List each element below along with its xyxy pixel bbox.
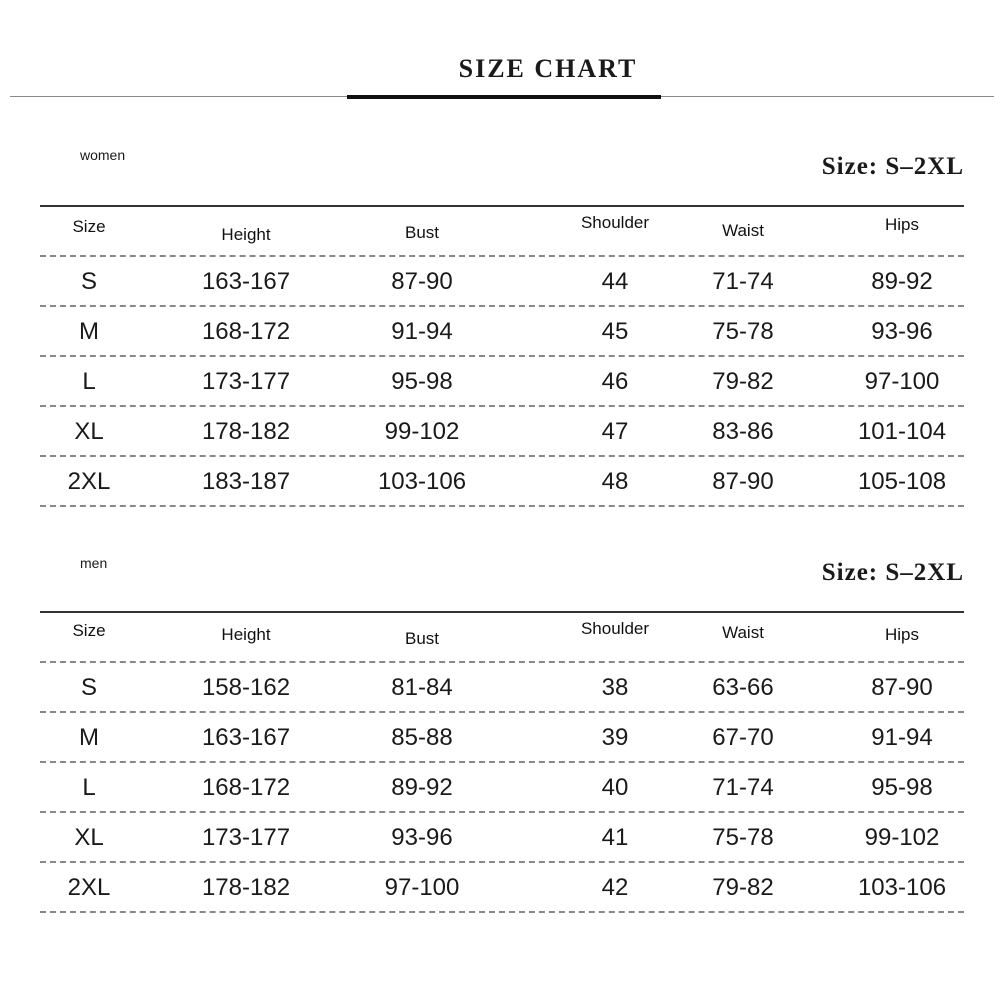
cell-height: 168-172 <box>201 318 291 345</box>
column-header-height: Height <box>221 225 271 244</box>
table-row <box>40 663 964 713</box>
table-row <box>40 257 964 307</box>
cell-waist: 71-74 <box>712 774 774 801</box>
cell-size: L <box>82 368 96 395</box>
cell-shoulder: 42 <box>601 874 629 901</box>
section-label: men <box>80 555 108 571</box>
column-header-height: Height <box>221 625 271 644</box>
cell-shoulder: 39 <box>601 724 629 751</box>
cell-bust: 91-94 <box>391 318 453 345</box>
section-label: women <box>80 147 126 163</box>
size-section-women <box>0 135 1000 535</box>
cell-height: 168-172 <box>201 774 291 801</box>
cell-shoulder: 48 <box>601 468 629 495</box>
cell-size: S <box>80 674 98 701</box>
table-row <box>40 307 964 357</box>
table-top-rule <box>40 205 964 207</box>
title-underline <box>347 95 661 99</box>
cell-size: XL <box>74 824 104 851</box>
cell-shoulder: 38 <box>601 674 629 701</box>
table-row <box>40 457 964 507</box>
cell-height: 178-182 <box>201 874 291 901</box>
cell-hips: 87-90 <box>871 674 933 701</box>
cell-hips: 91-94 <box>871 724 933 751</box>
cell-size: M <box>79 724 99 751</box>
table-row <box>40 407 964 457</box>
cell-size: S <box>80 268 98 295</box>
cell-bust: 81-84 <box>391 674 453 701</box>
cell-shoulder: 46 <box>601 368 629 395</box>
cell-bust: 103-106 <box>377 468 467 495</box>
cell-waist: 75-78 <box>712 824 774 851</box>
cell-waist: 75-78 <box>712 318 774 345</box>
cell-waist: 83-86 <box>712 418 774 445</box>
cell-size: M <box>79 318 99 345</box>
cell-shoulder: 41 <box>601 824 629 851</box>
column-header-shoulder: Shoulder <box>580 213 650 232</box>
table-row <box>40 357 964 407</box>
cell-size: 2XL <box>67 468 111 495</box>
cell-hips: 95-98 <box>871 774 933 801</box>
row-divider <box>40 505 964 507</box>
cell-bust: 99-102 <box>384 418 460 445</box>
table-row <box>40 713 964 763</box>
column-header-hips: Hips <box>884 625 920 644</box>
cell-hips: 103-106 <box>857 874 947 901</box>
table-row <box>40 813 964 863</box>
row-divider <box>40 911 964 913</box>
cell-size: 2XL <box>67 874 111 901</box>
cell-bust: 85-88 <box>391 724 453 751</box>
cell-hips: 105-108 <box>857 468 947 495</box>
cell-height: 163-167 <box>201 724 291 751</box>
cell-height: 173-177 <box>201 824 291 851</box>
table-row <box>40 763 964 813</box>
column-header-waist: Waist <box>722 221 764 240</box>
column-header-size: Size <box>72 621 106 640</box>
cell-hips: 89-92 <box>871 268 933 295</box>
cell-height: 163-167 <box>201 268 291 295</box>
cell-bust: 93-96 <box>391 824 453 851</box>
cell-shoulder: 40 <box>601 774 629 801</box>
table-header-row <box>40 619 964 667</box>
column-header-bust: Bust <box>404 223 440 242</box>
cell-hips: 101-104 <box>857 418 947 445</box>
cell-waist: 79-82 <box>712 874 774 901</box>
cell-height: 173-177 <box>201 368 291 395</box>
cell-bust: 87-90 <box>391 268 453 295</box>
size-section-men <box>0 545 1000 945</box>
cell-waist: 67-70 <box>712 724 774 751</box>
cell-bust: 95-98 <box>391 368 453 395</box>
column-header-size: Size <box>72 217 106 236</box>
cell-waist: 71-74 <box>712 268 774 295</box>
table-top-rule <box>40 611 964 613</box>
cell-size: XL <box>74 418 104 445</box>
cell-size: L <box>82 774 96 801</box>
size-range-label: Size: S–2XL <box>821 153 964 180</box>
cell-hips: 99-102 <box>864 824 940 851</box>
cell-waist: 63-66 <box>712 674 774 701</box>
cell-height: 178-182 <box>201 418 291 445</box>
cell-height: 183-187 <box>201 468 291 495</box>
page-title: SIZE CHART <box>458 54 638 83</box>
table-header-row <box>40 213 964 261</box>
cell-bust: 97-100 <box>384 874 460 901</box>
column-header-hips: Hips <box>884 215 920 234</box>
cell-hips: 93-96 <box>871 318 933 345</box>
cell-waist: 79-82 <box>712 368 774 395</box>
column-header-waist: Waist <box>722 623 764 642</box>
column-header-bust: Bust <box>404 629 440 648</box>
cell-height: 158-162 <box>201 674 291 701</box>
cell-shoulder: 47 <box>601 418 629 445</box>
table-row <box>40 863 964 913</box>
cell-shoulder: 44 <box>601 268 629 295</box>
size-range-label: Size: S–2XL <box>821 559 964 586</box>
cell-waist: 87-90 <box>712 468 774 495</box>
cell-shoulder: 45 <box>601 318 629 345</box>
cell-bust: 89-92 <box>391 774 453 801</box>
cell-hips: 97-100 <box>864 368 940 395</box>
column-header-shoulder: Shoulder <box>580 619 650 638</box>
